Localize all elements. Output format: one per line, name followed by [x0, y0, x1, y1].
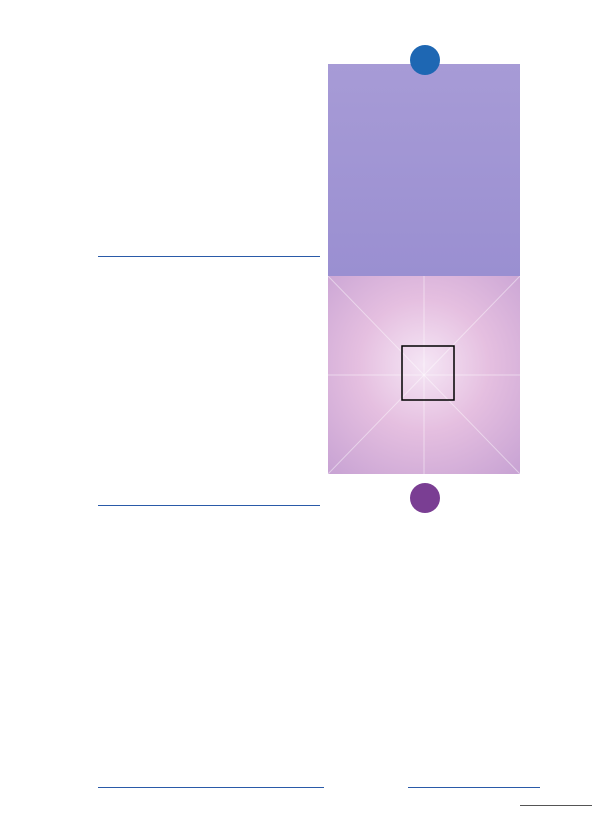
- earth-badge: [410, 483, 440, 513]
- divider: [98, 787, 324, 788]
- river-chart-lines: [328, 276, 520, 474]
- divider: [408, 787, 540, 788]
- divider: [98, 256, 320, 257]
- heaven-bead-diagram: [328, 64, 520, 276]
- footer-rule: [520, 805, 592, 806]
- earth-bead-diagram: [328, 276, 520, 474]
- heaven-badge: [410, 45, 440, 75]
- divider: [98, 505, 320, 506]
